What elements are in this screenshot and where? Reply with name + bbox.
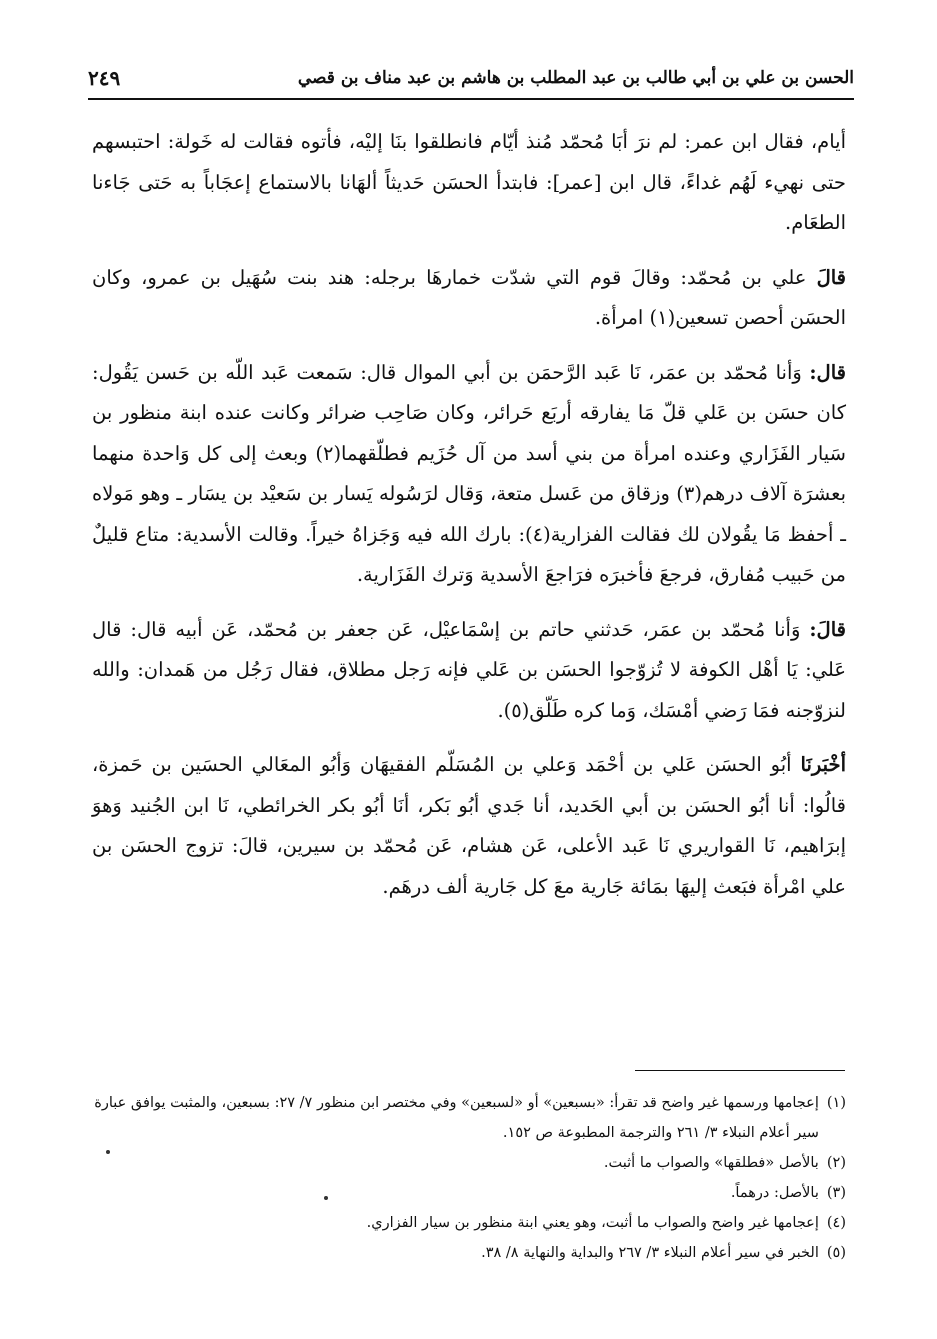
paragraph [92,353,846,596]
footnote-text: إعجامها ورسمها غير واضح قد تقرأ: «بسبعين» أو «لسبعين» وفي مختصر ابن منظور ٧/ ٢٧: بسبعين، والمثبت يوافق عبارة سير أعلام النبلاء ٣/ ٢٦١ والترجمة المطبوعة ص ١٥٢. [94,1095,819,1141]
paragraph-text: وَأنا مُحمّد بن عمَر، حَدثني حاتم بن إسْمَاعيْل، عَن جعفر بن مُحمّد، عَن أبيه قال: قال عَلي: يَا أهْل الكوفة لا تُزوّجوا الحسَن بن عَلي فإنه رَجل مطلاق، فقال رَجُل من هَمدان: والله لنزوّجنه فمَا رَضي أمْسَك، وَما كره طَلّق(٥). [92,617,846,722]
footnote-text: إعجامها غير واضح والصواب ما أثبت، وهو يعني ابنة منظور بن سيار الفزاري. [366,1215,819,1231]
paragraph [92,610,846,732]
paragraph-lead-word: أخْبَرنَا [800,753,846,776]
footnote [92,1148,846,1178]
paragraph-text: أيام، فقال ابن عمر: لم نرَ أبَا مُحمّد مُنذ أيّام فانطلقوا بنَا إليْه، فأتوه فقالت له خَولة: احتبسهم حتى نهيء لَهُم غداءً، قال ابن [عمر]: فابتدأ الحسَن حَديثاً ألهَانا بالاستماع إعجَاباً به حَتى جَاءنا الطعَام. [92,130,846,234]
paragraph-lead-word: قالَ [816,265,846,289]
scan-speck [106,1150,110,1154]
footnotes [92,1088,846,1268]
footnote-number: (٤) [826,1215,846,1231]
footnote-number: (١) [826,1095,846,1111]
footnote [92,1178,846,1208]
paragraph [92,258,846,339]
footnote-text: بالأصل: درهماً. [730,1185,819,1201]
paragraph-text: أبُو الحسَن عَلي بن أحْمَد وَعلي بن المُسَلّم الفقيهَان وَأبُو المعَالي الحسَين بن حَمزة، قالُوا: أنا أبُو الحسَن بن أبي الحَديد، أنا جَدي أبُو بَكر، أنَا أبُو بكر الخرائطي، نَا ابن الجُنيد وَهوَ إبرَاهيم، نَا القواريري نَا عَبد الأعلى، عَن هشام، عَن مُحمّد بن سيرين، قالَ: تزوج الحسَن بن علي امْرأة فبَعث إليهَا بمَائة جَارية معَ كل جَارية ألف درهَم. [92,753,846,898]
paragraph-text: علي بن مُحمّد: وقالَ قوم التي شدّت خمارهَا برجله: هند بنت سُهَيل بن عمرو، وكان الحسَن أحصن تسعين(١) امرأة. [92,265,846,329]
paragraph-text: وَأنا مُحمّد بن عمَر، نَا عَبد الرَّحمَن بن أبي الموال قال: سَمعت عَبد اللّه بن حَسن يَقُول: كان حسَن بن عَلي قلّ مَا يفارقه أربَع حَرائر، وكان صَاحِب ضرائر وكانت عنده ابنة منظور بن سَيار الفَزَاري وعنده امرأة من بني أسد من آل حُزَيم فطلّقهما(٢) وبعث إلى كل وَاحدة منهما بعشرَة آلاف درهم(٣) وزقاق من عَسل متعة، وَقال لرَسُوله يَسار بن سَعيْد بن يسَار ـ وهو مَولاه ـ أحفظ مَا يقُولان لك فقالت الفزارية(٤): بارك الله فيه وَجَزاهُ خيراً. وقالت الأسدية: متاع قليلٌ من حَبيب مُفارق، فرجعَ فأخبرَه فرَاجعَ الأسدية وَترك الفَزَارية. [92,360,847,586]
footnote [92,1208,846,1238]
footnote [92,1088,846,1148]
paragraph-lead-word: قال: [809,360,846,384]
footnote-text: بالأصل «فطلقها» والصواب ما أثبت. [603,1155,819,1171]
footnote [92,1238,846,1268]
footnote-text: الخبر في سير أعلام النبلاء ٣/ ٢٦٧ والبداية والنهاية ٨/ ٣٨. [481,1245,819,1261]
paragraph [92,122,846,244]
paragraph [92,745,846,907]
main-text [92,122,846,921]
page-number: ٢٤٩ [88,66,121,90]
running-title: الحسن بن علي بن أبي طالب بن عبد المطلب بن هاشم بن عبد مناف بن قصي [297,68,854,88]
footnote-divider [635,1070,845,1071]
page-header [88,58,854,100]
paragraph-lead-word: قالَ: [809,617,846,641]
footnote-number: (٣) [826,1185,846,1201]
scan-speck [324,1196,328,1200]
footnote-number: (٥) [826,1245,846,1261]
footnote-number: (٢) [826,1155,846,1171]
